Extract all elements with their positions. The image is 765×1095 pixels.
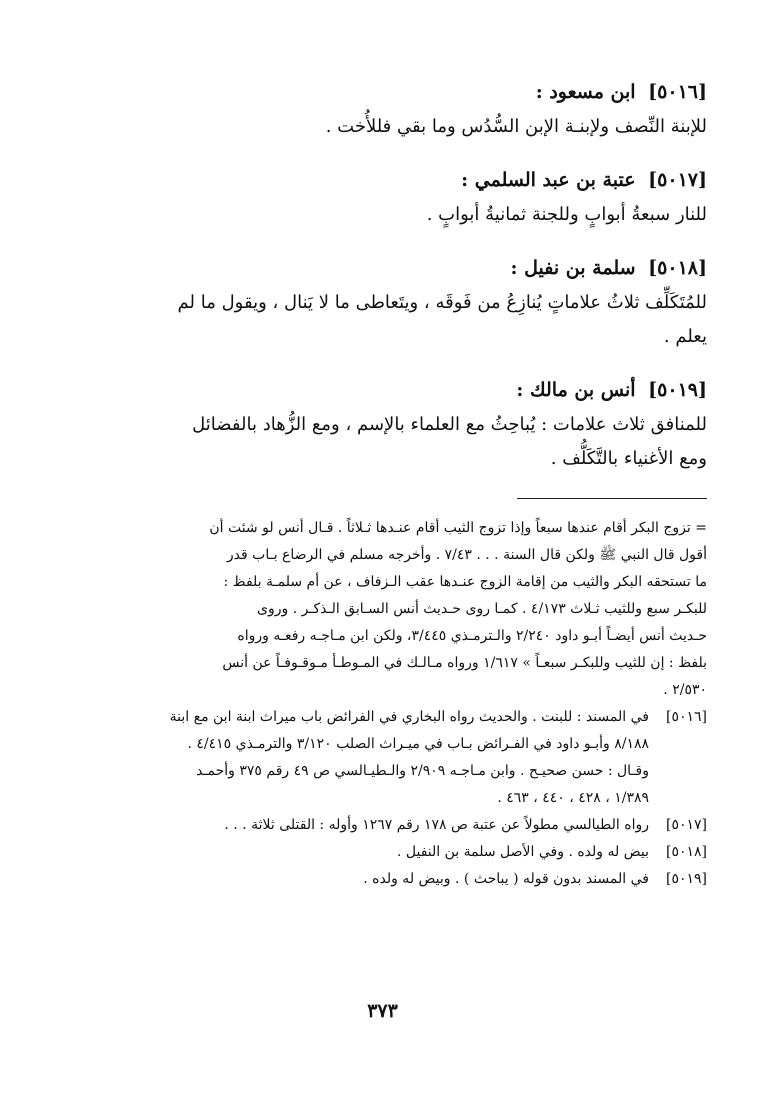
entry-text [70,408,707,476]
entry-text [70,110,707,144]
footnote-line: = تزوج البكر أقام عندها سبعاً وإذا تزوج الثيب أقام عنـدها ثـلاثاً . قـال أنس لو شئت أن [209,520,707,536]
entry-narrator: سلمة بن نفيل : [510,257,636,279]
footnote-continuation [70,515,707,704]
footnote-divider [517,498,707,499]
footnote-text [70,812,649,839]
entry-number: [٥٠١٨] [648,257,707,279]
footnote-number: [٥٠١٨] [665,844,707,860]
footnote-line: في المسند : للبنت . والحديث رواه البخاري في الفرائض باب ميراث ابنة ابن مع ابنة [169,709,649,725]
entry-heading [70,254,707,282]
entry-number: [٥٠١٦] [648,81,707,103]
footnote-5018 [70,839,707,866]
footnote-line: ١/٣٨٩ ، ٤٢٨ ، ٤٤٠ ، ٤٦٣ . [497,790,649,806]
entry-heading [70,166,707,194]
entry-narrator: ابن مسعود : [535,81,636,103]
entry-line: للمُتَكَلِّف ثلاثُ علاماتٍ يُنازِعُ من فَوقَه ، ويتَعاطى ما لا يَنال ، ويقول ما لم [177,292,707,313]
footnote-line: بيض له ولده . وفي الأصل سلمة بن النفيل . [397,844,649,860]
footnote-5017 [70,812,707,839]
footnote-number: [٥٠١٧] [665,817,707,833]
hadith-entry-5018 [70,254,707,354]
footnote-5019 [70,866,707,893]
footnotes [70,515,707,893]
footnote-5016 [70,704,707,812]
footnote-line: رواه الطيالسي مطولاً عن عتبة ص ١٧٨ رقم ١٢٦٧ وأوله : القتلى ثلاثة . . . [224,817,649,833]
entry-number: [٥٠١٩] [648,379,707,401]
footnote-line: أقول قال النبي ﷺ ولكن قال السنة . . . ٧/٤٣ . وأخرجه مسلم في الرضاع بـاب قدر [226,547,707,563]
hadith-entry-5019 [70,376,707,476]
entry-heading [70,78,707,106]
footnote-number: [٥٠١٩] [665,871,707,887]
entry-narrator: أنس بن مالك : [516,379,636,401]
footnote-line: للبكـر سبع وللثيب ثـلاث ٤/١٧٣ . كمـا روى حـديث أنس السـابق الـذكـر . وروى [257,601,707,617]
entry-line: للنار سبعةُ أبوابٍ وللجنة ثمانيةُ أبوابٍ . [426,204,707,225]
footnote-line: ما تستحقه البكر والثيب من إقامة الزوج عنـدها عقب الـزفاف ، عن أم سلمـة بلفظ : [223,574,707,590]
footnote-text [70,839,649,866]
hadith-entry-5017 [70,166,707,232]
footnote-line: بلفظ : إن للثيب وللبكـر سبعـاً » ١/٦١٧ ورواه مـالـك في المـوطـأ مـوقـوفـاً عن أنس [222,655,707,671]
footnote-line: ٨/١٨٨ وأبـو داود في الفـرائض بـاب في ميـراث الصلب ٣/١٢٠ والترمـذي ٤/٤١٥ . [187,736,649,752]
footnote-line: ٢/٥٣٠ . [663,682,707,698]
footnote-text [70,704,649,812]
footnote-text [70,866,649,893]
entry-line: للمنافق ثلاث علامات : يُباحِثُ مع العلماء بالإسم ، ومع الزُّهاد بالفضائل [192,414,707,435]
entry-text [70,286,707,354]
page-number: ٣٧٣ [367,1000,398,1022]
footnote-line: في المسند بدون قوله ( يباحث ) . وبيض له ولده . [363,871,649,887]
entry-line: للإبنة النِّصف ولإبنـة الإبن السُّدُس وما بقي فللأُخت . [325,116,707,137]
entry-text [70,198,707,232]
footnote-number: [٥٠١٦] [665,709,707,725]
entry-heading [70,376,707,404]
entry-line: يعلم . [663,326,707,347]
entry-narrator: عتبة بن عبد السلمي : [461,169,636,191]
hadith-entry-5016 [70,78,707,144]
page-content [70,78,707,893]
footnote-line: حـديث أنس أيضـاً أبـو داود ٢/٢٤٠ والـترمـذي ٣/٤٤٥، ولكن ابن مـاجـه رفعـه ورواه [237,628,707,644]
entry-line: ومع الأغنياء بالتَّكَلُّف . [550,448,707,469]
entry-number: [٥٠١٧] [648,169,707,191]
footnote-line: وقـال : حسن صحيـح . وابن مـاجـه ٢/٩٠٩ والـطيـالسي ص ٤٩ رقم ٣٧٥ وأحمـد [196,763,649,779]
